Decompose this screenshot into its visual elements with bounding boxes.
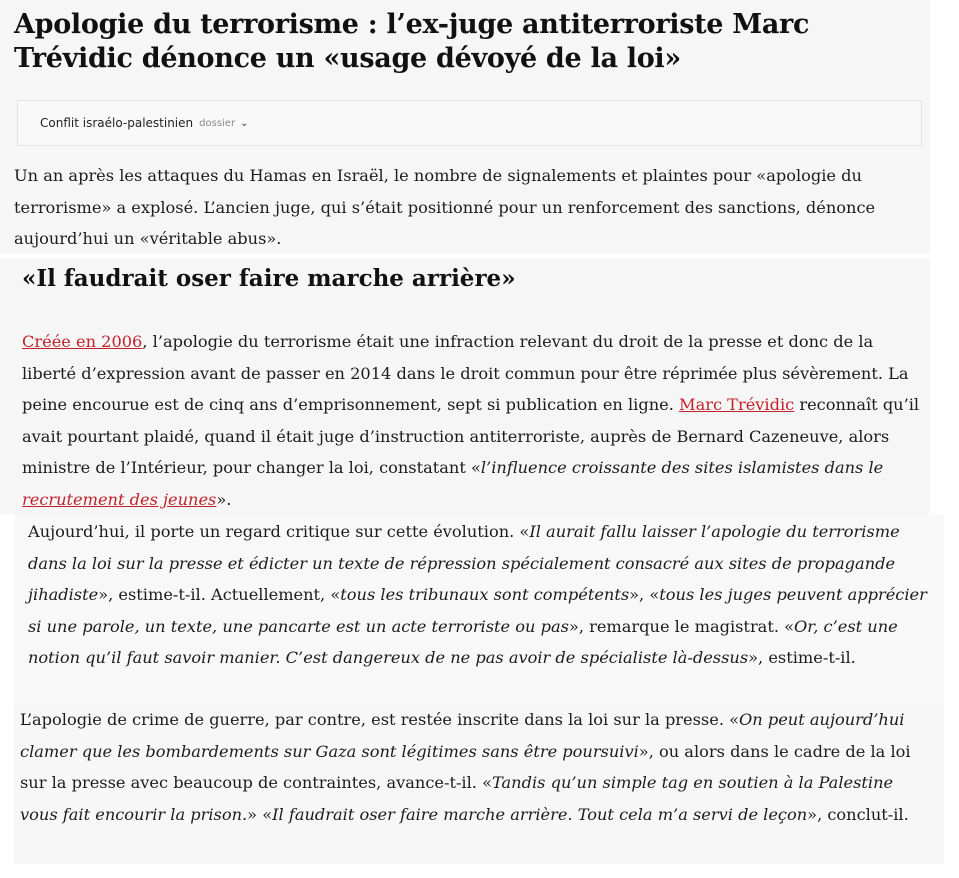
text: », conclut-il. [807, 804, 909, 824]
link-creee-2006[interactable]: Créée en 2006 [22, 332, 143, 351]
quote-text: Il faudrait oser faire marche arrière. Tout cela m’a servi de leçon [272, 804, 808, 824]
link-recrutement-jeunes[interactable]: recrutement des jeunes [22, 489, 217, 509]
text: », estime-t-il. [748, 648, 856, 667]
quote-text: tous les tribunaux sont compétents [340, 585, 630, 604]
quote-text: Or, c’est une notion qu’il faut savoir manier. C’est dangereux de ne pas avoir de spécialiste là-dessus [28, 616, 898, 667]
text: ». [216, 489, 232, 509]
dossier-tag[interactable] [17, 100, 922, 146]
paragraph-3 [20, 704, 930, 830]
chevron-down-icon[interactable]: ⌄ [240, 117, 249, 129]
article-lede: Un an après les attaques du Hamas en Israël, le nombre de signalements et plaintes pour «apologie du terrorisme» a explosé. L’ancien juge, qui s’était positionné pour un renforcement des sanctions, dénonce aujourd’hui un «véritable abus». [14, 166, 876, 248]
link-marc-trevidic[interactable]: Marc Trévidic [679, 395, 795, 414]
text: », « [629, 585, 660, 604]
dossier-type: dossier [199, 117, 236, 129]
text: L’apologie de crime de guerre, par contre, est restée inscrite dans la loi sur la presse. « [20, 710, 740, 729]
quote-text: On peut aujourd’hui clamer que les bombardements sur Gaza sont légitimes sans être poursuivi [20, 710, 905, 761]
quote-text: Tandis qu’un simple tag en soutien à la Palestine vous fait encourir la prison. [20, 773, 894, 824]
text: », ou alors dans le cadre de la loi sur la presse avec beaucoup de contraintes, avance-t-il. « [20, 741, 911, 792]
article-title: Apologie du terrorisme : l’ex-juge antiterroriste Marc Trévidic dénonce un «usage dévoyé de la loi» [14, 9, 810, 74]
dossier-label: Conflit israélo-palestinien [40, 116, 194, 130]
text: », remarque le magistrat. « [568, 616, 795, 636]
quote-text: l’influence croissante des sites islamistes dans le [480, 458, 884, 477]
paragraph-1 [22, 326, 922, 515]
text: » « [247, 804, 273, 824]
text: », estime-t-il. Actuellement, « [98, 585, 341, 604]
section-heading: «Il faudrait oser faire marche arrière» [22, 265, 516, 292]
paragraph-2 [28, 516, 933, 674]
text: , l’apologie du terrorisme était une infraction relevant du droit de la presse et donc de la liberté d’expression avant de passer en 2014 dans le droit commun pour être réprimée plus sévèrement. La peine encourue est de cinq ans d’emprisonnement, sept si publication en ligne. [22, 332, 909, 414]
quote-text: tous les juges peuvent apprécier si une parole, un texte, une pancarte est un acte terroriste ou pas [28, 585, 927, 636]
text: reconnaît qu’il avait pourtant plaidé, quand il était juge d’instruction antiterroriste, auprès de Bernard Cazeneuve, alors ministre de l’Intérieur, pour changer la loi, constatant « [22, 395, 920, 477]
text: Aujourd’hui, il porte un regard critique sur cette évolution. « [28, 522, 530, 541]
quote-text: Il aurait fallu laisser l’apologie du terrorisme dans la loi sur la presse et édicter un texte de répression spécialement consacré aux sites de propagande jihadiste [28, 522, 900, 604]
